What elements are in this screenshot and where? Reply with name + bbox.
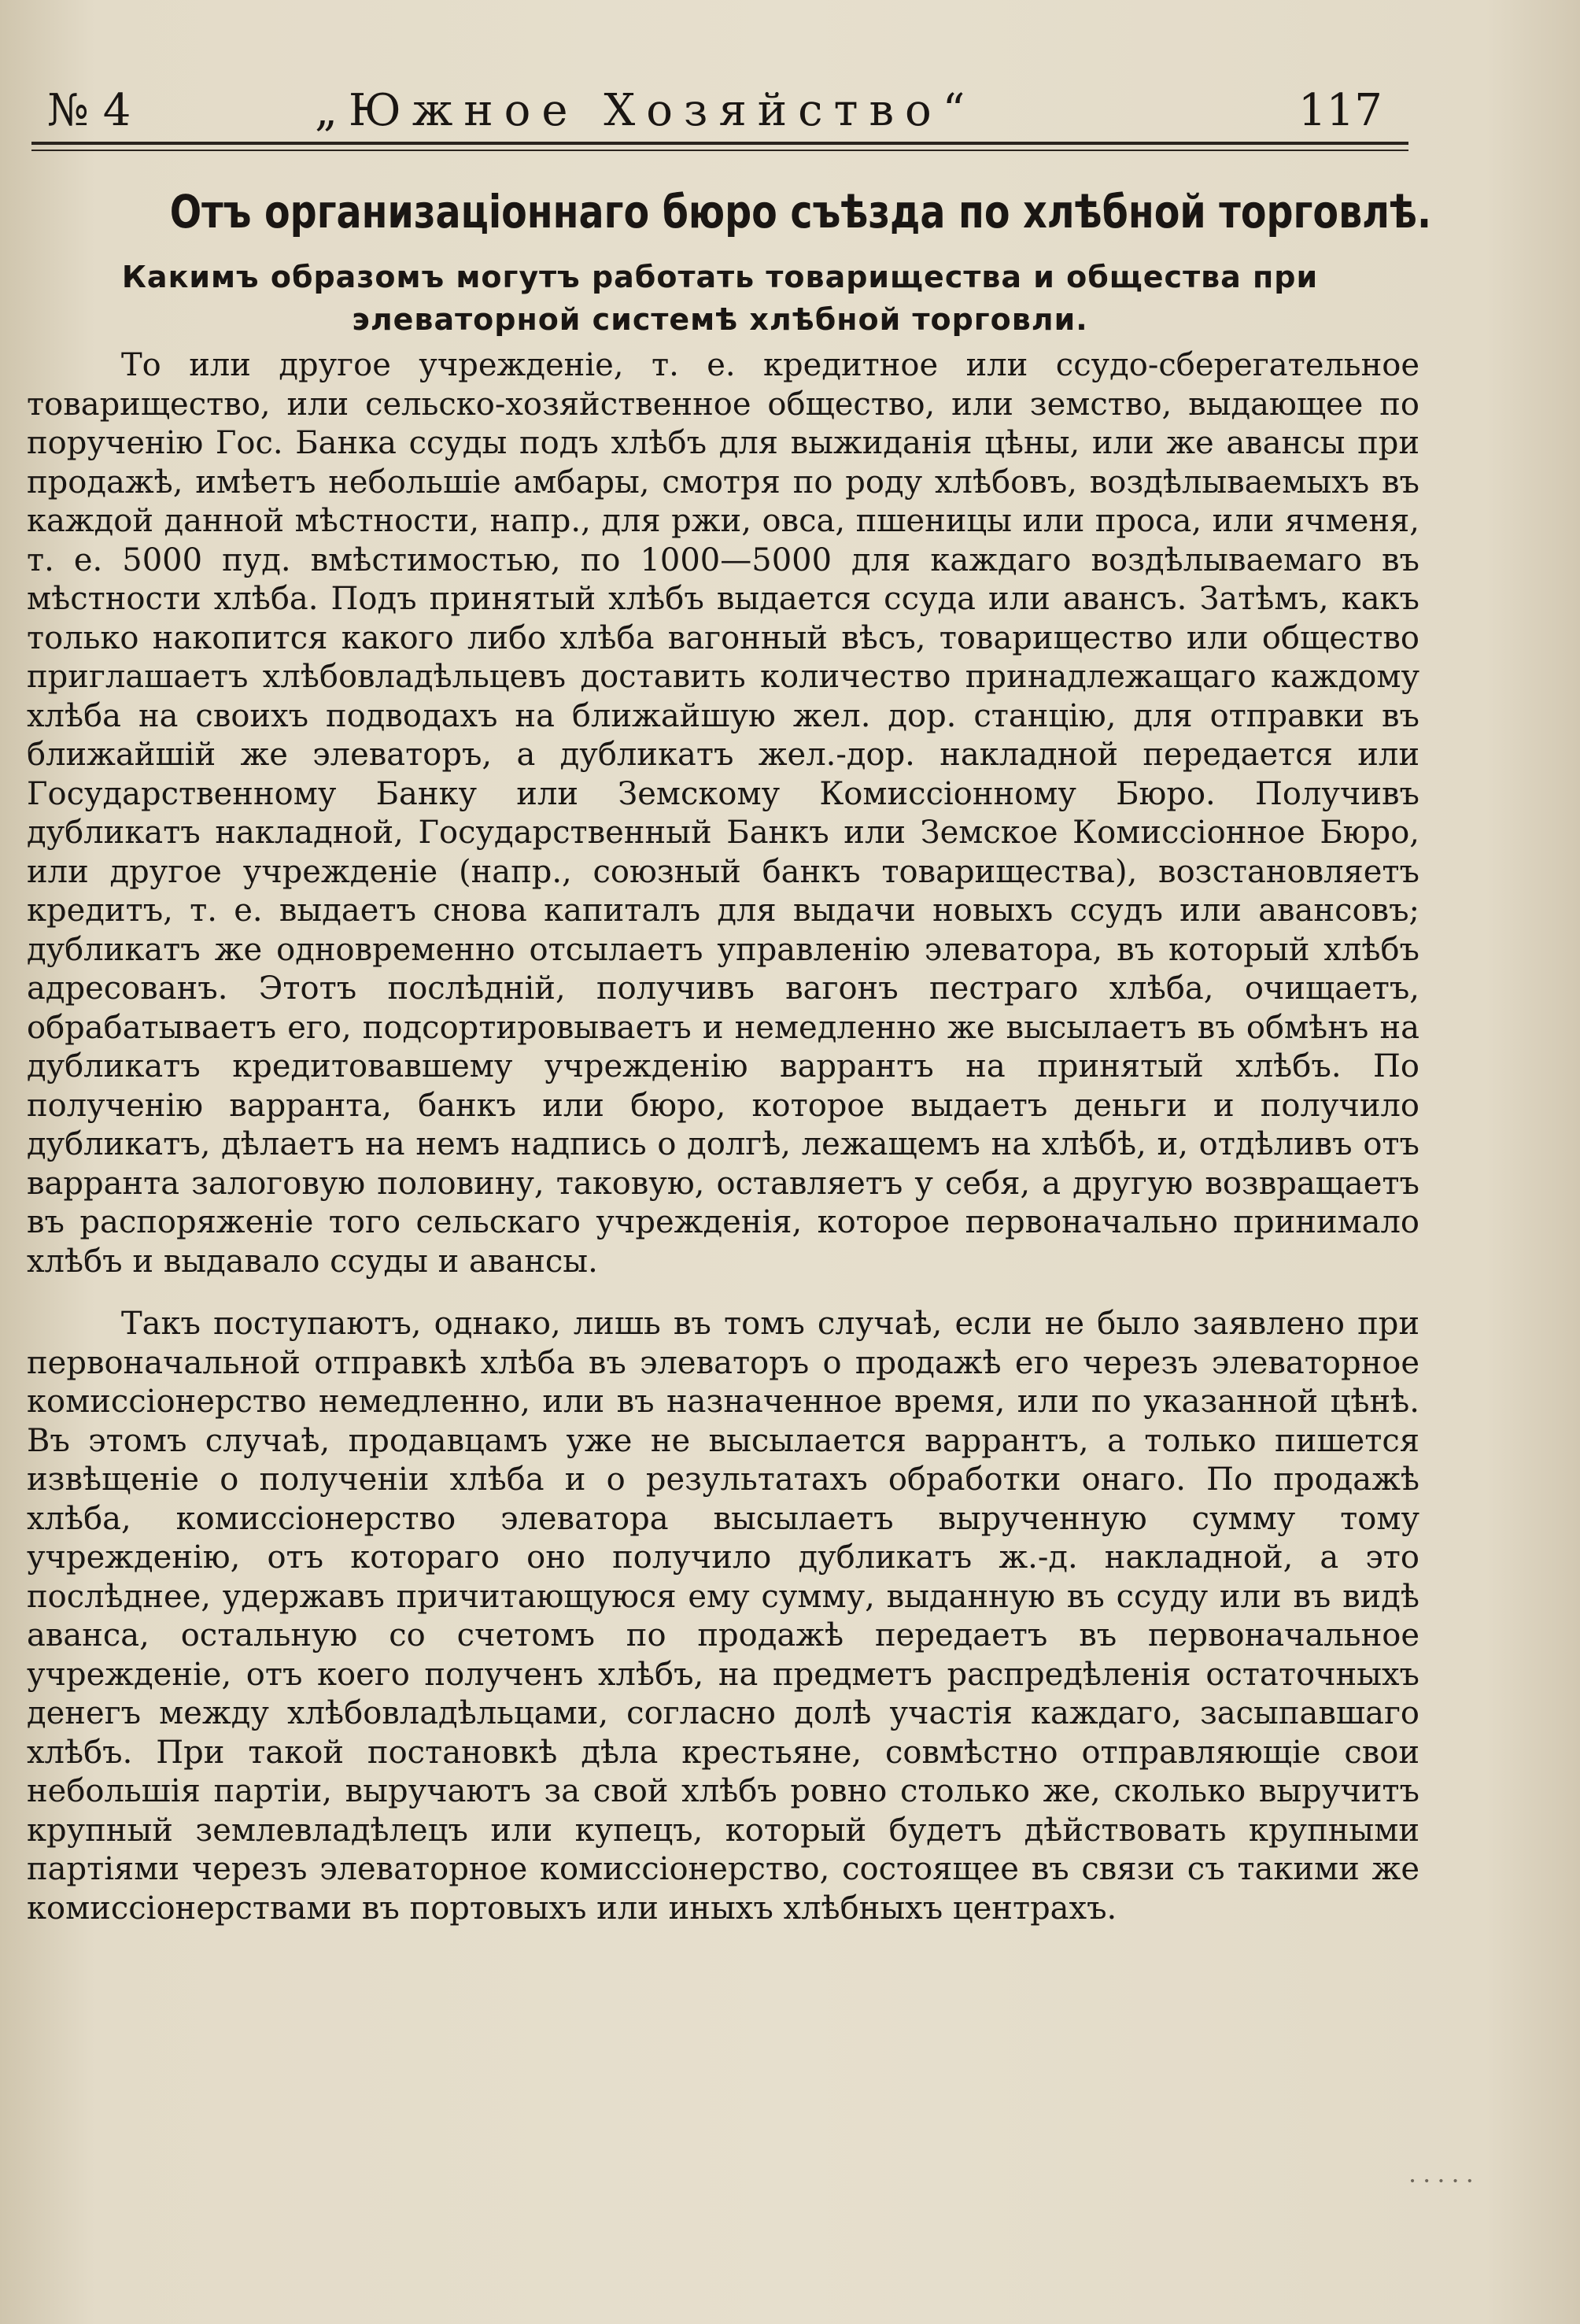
article-title: Отъ организаціоннаго бюро съѣзда по хлѣбной торговлѣ. <box>169 185 1432 238</box>
paragraph: Такъ поступаютъ, однако, лишь въ томъ случаѣ, если не было заявлено при первоначальной отправкѣ хлѣба въ элеваторъ о продажѣ его черезъ элеваторное комиссіонерство немедленно, или въ назначенное время, или по указанной цѣнѣ. Въ этомъ случаѣ, продавцамъ уже не высылается варрантъ, а только пишется извѣщеніе о полученіи хлѣба и о результатахъ обработки онаго. По продажѣ хлѣба, комиссіонерство элеватора высылаетъ вырученную сумму тому учрежденію, отъ котораго оно получило дубликатъ ж.-д. накладной, а это послѣднее, удержавъ причитающуюся ему сумму, выданную въ ссуду или въ видѣ аванса, остальную со счетомъ по продажѣ передаетъ въ первоначальное учрежденіе, отъ коего полученъ хлѣбъ, на предметъ распредѣленія остаточныхъ денегъ между хлѣбовладѣльцами, согласно долѣ участія каждаго, засыпавшаго хлѣбъ. При такой постановкѣ дѣла крестьяне, совмѣстно отправляющіе свои небольшія партіи, выручаютъ за свой хлѣбъ ровно столько же, сколько выручитъ крупный землевладѣлецъ или купецъ, который будетъ дѣйствовать крупными партіями черезъ элеваторное комиссіонерство, состоящее въ связи съ такими же комиссіонерствами въ портовыхъ или иныхъ хлѣбныхъ центрахъ. <box>27 1306 1419 1927</box>
paragraph: То или другое учрежденіе, т. е. кредитное или ссудо-сберегательное товарищество, или сельско-хозяйственное общество, или земство, выдающее по порученію Гос. Банка ссуды подъ хлѣбъ для выжиданія цѣны, или же авансы при продажѣ, имѣетъ небольшіе амбары, смотря по роду хлѣбовъ, воздѣлываемыхъ въ каждой данной мѣстности, напр., для ржи, овса, пшеницы или проса, или ячменя, т. е. 5000 пуд. вмѣстимостью, по 1000—5000 для каждаго воздѣлываемаго въ мѣстности хлѣба. Подъ принятый хлѣбъ выдается ссуда или авансъ. Затѣмъ, какъ только накопится какого либо хлѣба вагонный вѣсъ, товарищество или общество приглашаетъ хлѣбовладѣльцевъ доставить количество принадлежащаго каждому хлѣба на своихъ подводахъ на ближайшую жел. дор. станцію, для отправки въ ближайшій же элеваторъ, а дубликатъ жел.-дор. накладной передается или Государственному Банку или Земскому Комиссіонному Бюро. Получивъ дубликатъ накладной, Государственный Банкъ или Земское Комиссіонное Бюро, или другое учрежденіе (напр., союзный банкъ товарищества), возстановляетъ кредитъ, т. е. выдаетъ снова капиталъ для выдачи новыхъ ссудъ или авансовъ; дубликатъ же одновременно отсылаетъ управленію элеватора, въ который хлѣбъ адресованъ. Этотъ послѣдній, получивъ вагонъ пестраго хлѣба, очищаетъ, обрабатываетъ его, подсортировываетъ и немедленно же высылаетъ въ обмѣнъ на дубликатъ кредитовавшему учрежденію варрантъ на принятый хлѣбъ. По полученію варранта, банкъ или бюро, которое выдаетъ деньги и получило дубликатъ, дѣлаетъ на немъ надпись о долгѣ, лежащемъ на хлѣбѣ, и, отдѣливъ отъ варранта залоговую половину, таковую, оставляетъ у себя, а другую возвращаетъ въ распоряженіе того сельскаго учрежденія, которое первоначально принимало хлѣбъ и выдавало ссуды и авансы. <box>27 347 1419 1280</box>
article-subtitle: Какимъ образомъ могутъ работать товарищества и общества при элеваторной системѣ хлѣбной торговли. <box>121 260 1319 337</box>
article-body <box>27 346 1419 1928</box>
bleed-through-dots: ····· <box>1408 2166 1480 2196</box>
journal-title: „Южное Хозяйство“ <box>315 85 976 136</box>
header-rule <box>31 142 1408 145</box>
page-header <box>47 85 1408 148</box>
page-number: 117 <box>1298 85 1382 136</box>
issue-number: № 4 <box>47 85 131 136</box>
header-rule-thin <box>31 150 1408 151</box>
